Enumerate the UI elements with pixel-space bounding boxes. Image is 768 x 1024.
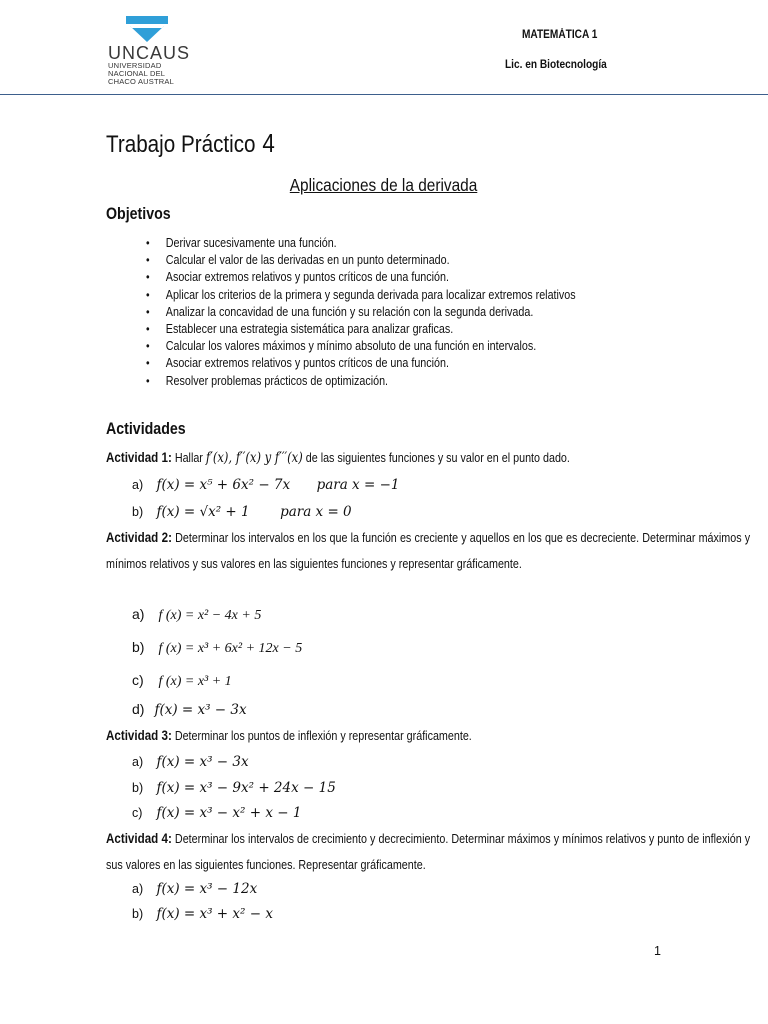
activity-1-item-a [132, 476, 399, 494]
activity-2-item-a [132, 606, 261, 624]
list-item: • Derivar sucesivamente una función. [146, 235, 576, 252]
item-expression: f(x) = x³ − 3x [154, 702, 247, 718]
logo-sub-line: UNIVERSIDAD [108, 61, 162, 70]
item-expression: f(x) = x³ − 9x² + 24x − 15 [156, 780, 336, 796]
activity-2-text: Determinar los intervalos en los que la función es creciente y aquellos en los que es decreciente. Determinar máximos y mínimos relativos y sus valores en las siguientes funciones y representar gráficamente. [106, 531, 751, 571]
logo-name: UNCAUS [108, 43, 191, 63]
activity-1-item-b [132, 503, 352, 521]
item-expression: f(x) = x³ + x² − x [156, 906, 273, 922]
activity-3-item-a [132, 753, 249, 771]
activity-4-item-b [132, 905, 273, 923]
item-label: a) [132, 606, 145, 622]
activity-3-statement [106, 728, 472, 743]
title-number: 4 [262, 128, 275, 158]
university-logo [108, 16, 198, 86]
item-label: c) [132, 806, 143, 820]
subtitle-text: Aplicaciones de la derivada [290, 175, 478, 195]
list-item: • Calcular los valores máximos y mínimo absoluto de una función en intervalos. [146, 338, 576, 355]
list-item: • Asociar extremos relativos y puntos críticos de una función. [146, 355, 576, 372]
logo-sub-line: NACIONAL DEL [108, 69, 166, 78]
item-expression: f (x) = x² − 4x + 5 [158, 608, 262, 623]
item-expression: f(x) = √x² + 1 [156, 504, 250, 520]
course-name: MATEMÁTICA 1 [522, 29, 598, 41]
item-label: a) [132, 755, 144, 769]
item-label: b) [132, 781, 144, 795]
list-item: • Resolver problemas prácticos de optimización. [146, 373, 576, 390]
item-expression: f(x) = x⁵ + 6x² − 7x [156, 477, 291, 493]
activity-4-text: Determinar los intervalos de crecimiento y decrecimiento. Determinar máximos y mínimos relativos y punto de inflexión y sus valores en las siguientes funciones. Representar gráficamente. [106, 832, 751, 872]
list-item: • Establecer una estrategia sistemática para analizar graficas. [146, 321, 576, 338]
item-expression: f(x) = x³ − 3x [156, 754, 249, 770]
activity-4-title: Actividad 4: [106, 831, 172, 846]
activity-1-text-before: Hallar [174, 451, 203, 465]
activity-1-derivatives: f′(x), f′′(x) y f′′′(x) [205, 450, 303, 466]
item-label: d) [132, 701, 145, 717]
activity-1-text-after: de las siguientes funciones y su valor en el punto dado. [305, 451, 570, 465]
item-expression: f (x) = x³ + 1 [158, 674, 232, 689]
activity-1-title: Actividad 1: [106, 450, 172, 465]
item-expression: f(x) = x³ − x² + x − 1 [156, 805, 302, 821]
title-label: Trabajo Práctico [106, 131, 256, 158]
list-item: • Analizar la concavidad de una función y su relación con la segunda derivada. [146, 304, 576, 321]
activity-3-title: Actividad 3: [106, 728, 172, 743]
activity-2-item-d [132, 701, 247, 719]
list-item: • Aplicar los criterios de la primera y segunda derivada para localizar extremos relativos [146, 287, 576, 304]
activity-3-item-b [132, 779, 336, 797]
list-item: • Calcular el valor de las derivadas en un punto determinado. [146, 252, 576, 269]
activity-4-statement [106, 826, 750, 878]
page-number: 1 [654, 944, 661, 958]
logo-mark-icon [126, 16, 168, 42]
list-item: • Asociar extremos relativos y puntos críticos de una función. [146, 269, 576, 286]
item-label: a) [132, 478, 144, 492]
activity-2-title: Actividad 2: [106, 530, 172, 545]
objectives-heading: Objetivos [106, 205, 171, 223]
item-condition: para x = −1 [316, 477, 400, 493]
logo-sub-line: CHACO AUSTRAL [108, 77, 174, 86]
program-name: Lic. en Biotecnología [505, 59, 607, 71]
activities-heading: Actividades [106, 420, 186, 438]
header-divider [0, 94, 768, 95]
item-expression: f (x) = x³ + 6x² + 12x − 5 [158, 641, 303, 656]
item-label: b) [132, 639, 145, 655]
activity-2-item-c [132, 672, 232, 690]
item-label: c) [132, 672, 144, 688]
page-title [106, 128, 275, 159]
activity-3-text: Determinar los puntos de inflexión y representar gráficamente. [174, 729, 472, 743]
activity-4-item-a [132, 880, 257, 898]
item-label: b) [132, 907, 144, 921]
item-label: a) [132, 882, 144, 896]
activity-2-statement [106, 525, 750, 577]
activity-1-statement [106, 450, 570, 466]
objectives-list [146, 235, 646, 390]
item-label: b) [132, 505, 144, 519]
activity-3-item-c [132, 804, 301, 822]
item-condition: para x = 0 [280, 504, 352, 520]
page-subtitle [0, 175, 768, 196]
activity-2-item-b [132, 639, 302, 657]
item-expression: f(x) = x³ − 12x [156, 881, 258, 897]
